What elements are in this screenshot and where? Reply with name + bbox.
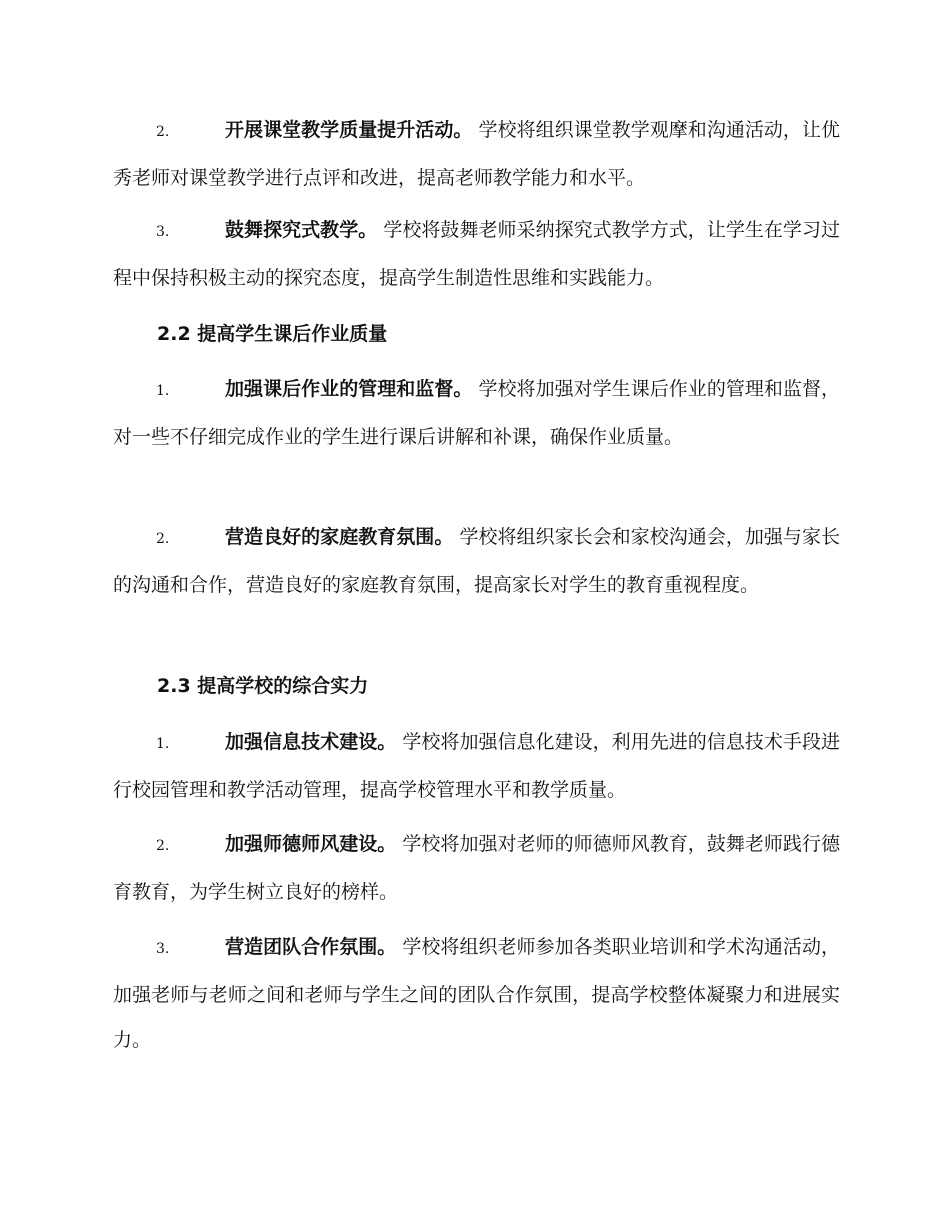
item-text: 学校将组织老师参加各类职业培训和学术沟通活动，加强老师与老师之间和老师与学生之间的团队合作氛围，提高学校整体凝聚力和进展实力。 (113, 936, 840, 1051)
item-text: 学校将加强对学生课后作业的管理和监督，对一些不仔细完成作业的学生进行课后讲解和补课，确保作业质量。 (113, 378, 840, 448)
item-text: 学校将加强信息化建设，利用先进的信息技术手段进行校园管理和教学活动管理，提高学校管理水平和教学质量。 (113, 731, 840, 801)
item-text: 学校将加强对老师的师德师风教育，鼓舞老师践行德育教育，为学生树立良好的榜样。 (113, 833, 840, 903)
item-lead: 鼓舞探究式教学。 (225, 219, 378, 241)
item-lead: 营造良好的家庭教育氛围。 (225, 526, 454, 548)
list-item: 2. 加强师德师风建设。 学校将加强对老师的师德师风教育，鼓舞老师践行德育教育，为学生树立良好的榜样。 (113, 833, 840, 903)
list-item: 1. 加强信息技术建设。 学校将加强信息化建设，利用先进的信息技术手段进行校园管理和教学活动管理，提高学校管理水平和教学质量。 (113, 731, 840, 801)
item-lead: 开展课堂教学质量提升活动。 (225, 119, 473, 141)
list-item: 3. 营造团队合作氛围。 学校将组织老师参加各类职业培训和学术沟通活动，加强老师与老师之间和老师与学生之间的团队合作氛围，提高学校整体凝聚力和进展实力。 (113, 936, 840, 1051)
section-heading: 2.3 提高学校的综合实力 (157, 675, 369, 697)
list-item: 2. 开展课堂教学质量提升活动。 学校将组织课堂教学观摩和沟通活动，让优秀老师对课堂教学进行点评和改进，提高老师教学能力和水平。 (113, 119, 840, 189)
list-item: 2. 营造良好的家庭教育氛围。 学校将组织家长会和家校沟通会，加强与家长的沟通和合作，营造良好的家庭教育氛围，提高家长对学生的教育重视程度。 (113, 526, 840, 596)
item-text: 学校将鼓舞老师采纳探究式教学方式，让学生在学习过程中保持积极主动的探究态度，提高学生制造性思维和实践能力。 (113, 219, 840, 289)
item-lead: 加强信息技术建设。 (225, 731, 397, 753)
list-item: 3. 鼓舞探究式教学。 学校将鼓舞老师采纳探究式教学方式，让学生在学习过程中保持积极主动的探究态度，提高学生制造性思维和实践能力。 (113, 219, 840, 289)
item-lead: 加强课后作业的管理和监督。 (225, 378, 473, 400)
section-heading: 2.2 提高学生课后作业质量 (157, 323, 388, 345)
item-text: 学校将组织课堂教学观摩和沟通活动，让优秀老师对课堂教学进行点评和改进，提高老师教学能力和水平。 (113, 119, 840, 189)
list-item: 1. 加强课后作业的管理和监督。 学校将加强对学生课后作业的管理和监督，对一些不仔细完成作业的学生进行课后讲解和补课，确保作业质量。 (113, 378, 840, 448)
item-text: 学校将组织家长会和家校沟通会，加强与家长的沟通和合作，营造良好的家庭教育氛围，提高家长对学生的教育重视程度。 (113, 526, 840, 596)
item-lead: 营造团队合作氛围。 (225, 936, 397, 958)
item-lead: 加强师德师风建设。 (225, 833, 397, 855)
